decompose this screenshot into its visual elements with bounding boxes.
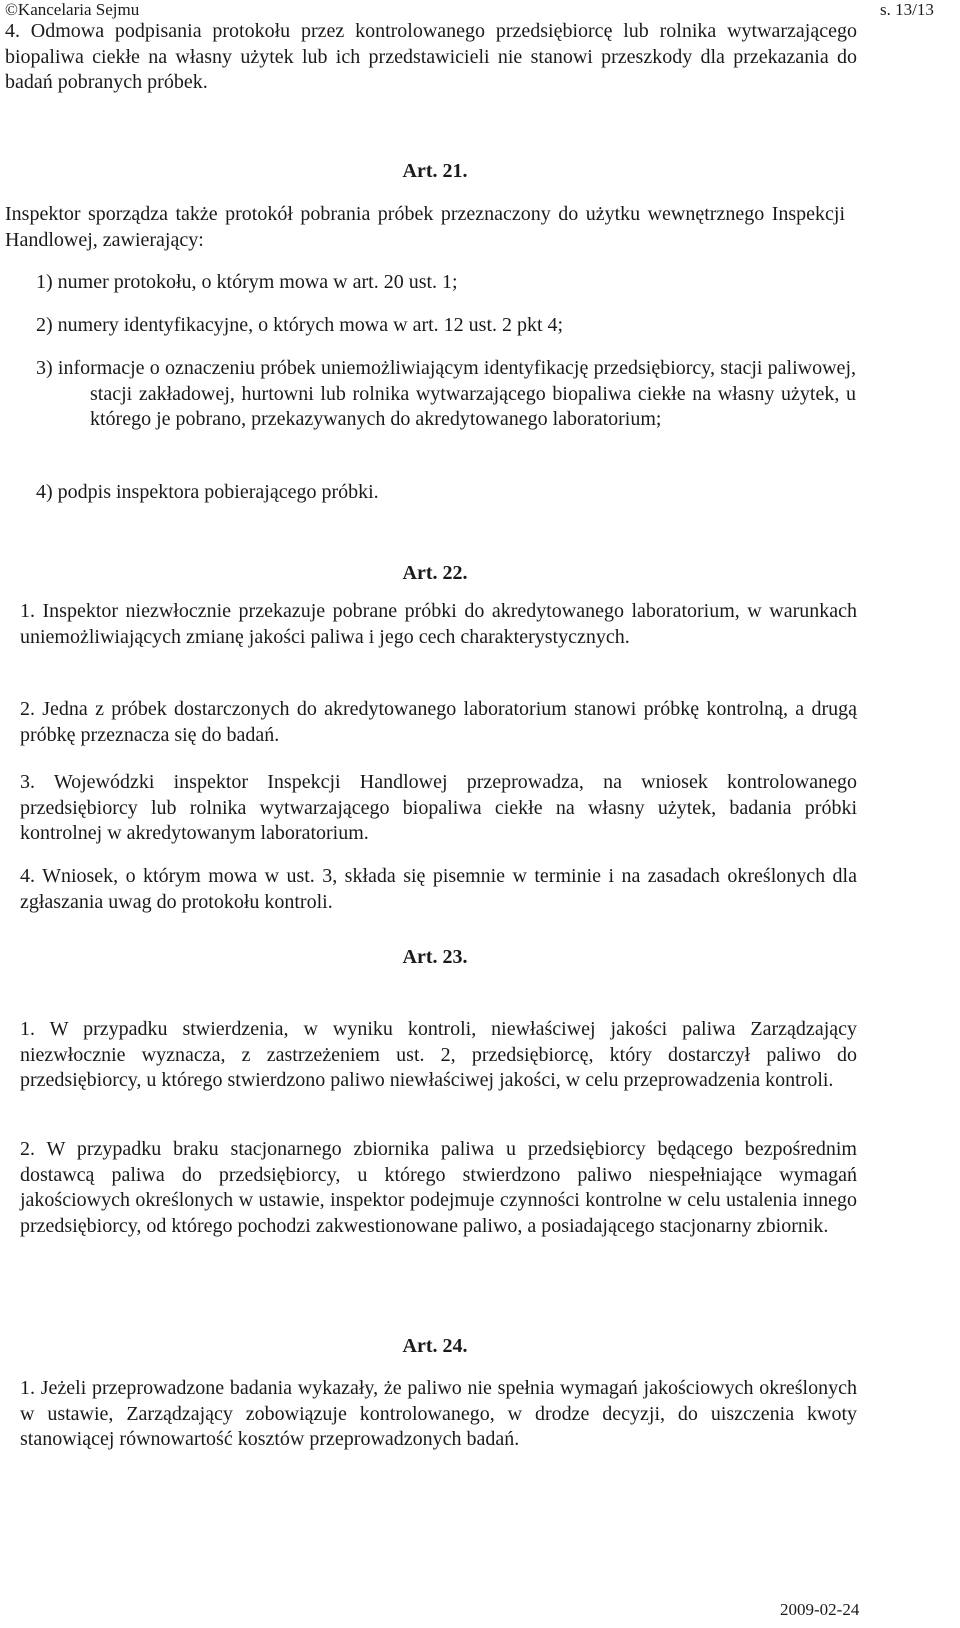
article-22-para-4: 4. Wniosek, o którym mowa w ust. 3, składa się pisemnie w terminie i na zasadach określonych dla zgłaszania uwag do protokołu kontroli. xyxy=(20,865,857,913)
article-22-para-3: 3. Wojewódzki inspektor Inspekcji Handlowej przeprowadza, na wniosek kontrolowanego przedsiębiorcy lub rolnika wytwarzającego biopaliwa ciekłe na własny użytek, badania próbki kontrolnej w akredytowanym laboratorium. xyxy=(20,771,857,844)
list-item: 2) numery identyfikacyjne, o których mowa w art. 12 ust. 2 pkt 4; xyxy=(36,314,564,336)
article-22-para-1: 1. Inspektor niezwłocznie przekazuje pobrane próbki do akredytowanego laboratorium, w warunkach uniemożliwiających zmianę jakości paliwa i jego cech charakterystycznych. xyxy=(20,600,857,648)
list-item: 3) informacje o oznaczeniu próbek uniemożliwiającym identyfikację przedsiębiorcy, stacji paliwowej, stacji zakładowej, hurtowni lub rolnika wytwarzającego biopaliwa ciekłe na własny użytek, u którego je pobrano, przekazywanych do akredytowanego laboratorium; xyxy=(36,357,856,430)
article-23-para-2: 2. W przypadku braku stacjonarnego zbiornika paliwa u przedsiębiorcy będącego bezpośrednim dostawcą paliwa do przedsiębiorcy, u którego stwierdzono paliwo niespełniające wymagań jakościowych określonych w ustawie, inspektor podejmuje czynności kontrolne w celu ustalenia innego przedsiębiorcy, od którego pochodzi zakwestionowane paliwo, a posiadającego stacjonarny zbiornik. xyxy=(20,1138,857,1237)
list-item: 1) numer protokołu, o którym mowa w art. 20 ust. 1; xyxy=(36,271,458,293)
page-number: s. 13/13 xyxy=(880,0,934,19)
article-23-title: Art. 23. xyxy=(402,946,468,968)
paragraph-intro: 4. Odmowa podpisania protokołu przez kontrolowanego przedsiębiorcę lub rolnika wytwarzającego biopaliwa ciekłe na własny użytek lub ich przedstawicieli nie stanowi przeszkody dla przekazania do badań pobranych próbek. xyxy=(5,20,857,93)
list-item: 4) podpis inspektora pobierającego próbki. xyxy=(36,481,379,503)
header-copyright: ©Kancelaria Sejmu xyxy=(5,0,140,19)
article-21-title: Art. 21. xyxy=(402,160,468,182)
article-23-para-1: 1. W przypadku stwierdzenia, w wyniku kontroli, niewłaściwej jakości paliwa Zarządzający niezwłocznie wyznacza, z zastrzeżeniem ust. 2, przedsiębiorcę, który dostarczył paliwo do przedsiębiorcy, u którego stwierdzono paliwo niewłaściwej jakości, w celu przeprowadzenia kontroli. xyxy=(20,1018,857,1091)
article-24-title: Art. 24. xyxy=(402,1335,468,1357)
footer-date: 2009-02-24 xyxy=(780,1600,860,1619)
article-21-lead: Inspektor sporządza także protokół pobrania próbek przeznaczony do użytku wewnętrznego Inspekcji Handlowej, zawierający: xyxy=(5,203,845,251)
article-24-para-1: 1. Jeżeli przeprowadzone badania wykazały, że paliwo nie spełnia wymagań jakościowych określonych w ustawie, Zarządzający zobowiązuje kontrolowanego, w drodze decyzji, do uiszczenia kwoty stanowiącej równowartość kosztów przeprowadzonych badań. xyxy=(20,1377,857,1450)
article-22-para-2: 2. Jedna z próbek dostarczonych do akredytowanego laboratorium stanowi próbkę kontrolną, a drugą próbkę przeznacza się do badań. xyxy=(20,698,857,746)
article-22-title: Art. 22. xyxy=(402,562,468,584)
